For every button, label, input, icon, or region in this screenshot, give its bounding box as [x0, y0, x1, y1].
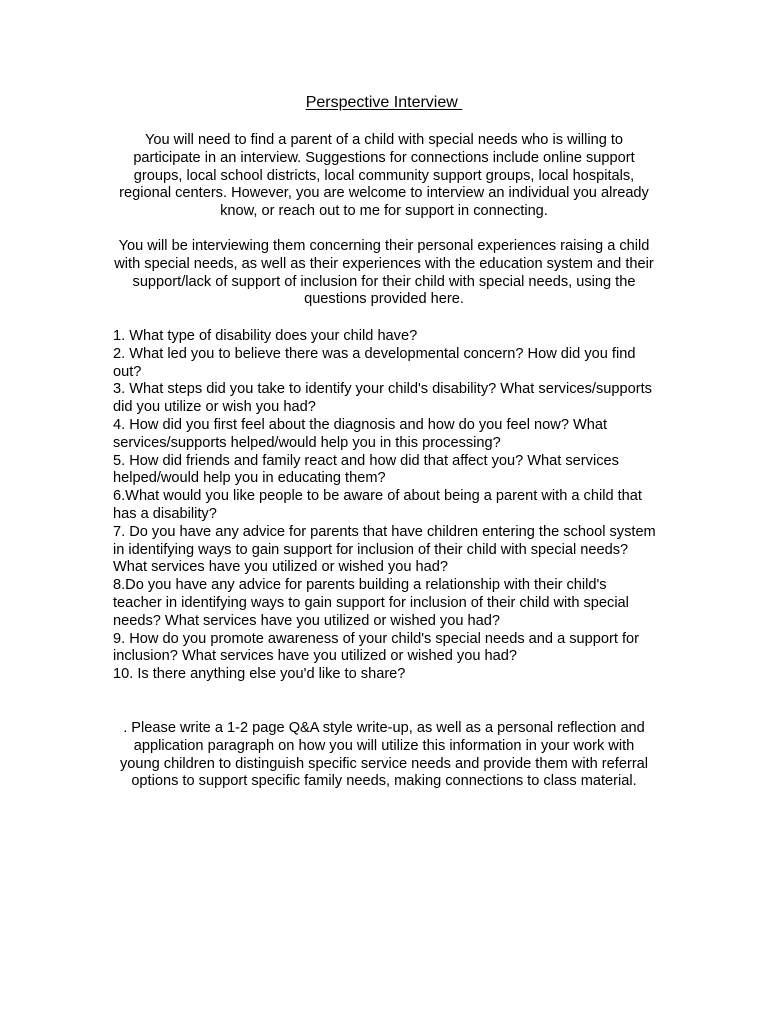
page-title	[0, 93, 768, 113]
intro-paragraph: You will need to find a parent of a child with special needs who is willing to participate in an interview. Suggestions for connections include online support groups, local school districts, local community support groups, local hospitals, regional centers. However, you are welcome to interview an individual you already know, or reach out to me for support in connecting.	[119, 132, 649, 220]
page-title-text: Perspective Interview	[305, 94, 463, 111]
question-item: 8.Do you have any advice for parents building a relationship with their child's teacher in identifying ways to gain support for inclusion of their child with special needs? What services have you utilized or wished you had?	[113, 577, 629, 629]
question-item: 7. Do you have any advice for parents that have children entering the school system in identifying ways to gain support for inclusion of their child with special needs? What services have you utilized or wished you had?	[113, 523, 656, 576]
question-item: 1. What type of disability does your child have?	[113, 328, 418, 344]
question-item: 6.What would you like people to be aware of about being a parent with a child that has a disability?	[113, 488, 642, 522]
question-item: 2. What led you to believe there was a developmental concern? How did you find out?	[113, 345, 636, 380]
question-item: 9. How do you promote awareness of your child's special needs and a support for inclusion? What services have you utilized or wished you had?	[113, 630, 640, 665]
question-item: 4. How did you first feel about the diagnosis and how do you feel now? What services/supports helped/would help you in this processing?	[113, 416, 608, 451]
question-item: 10. Is there anything else you'd like to share?	[113, 666, 406, 683]
assignment-paragraph: . Please write a 1-2 page Q&A style write-up, as well as a personal reflection and application paragraph on how you will utilize this information in your work with young children to distinguish specific service needs and provide them with referral options to support specific family needs, making connections to class material.	[119, 720, 649, 790]
question-item: 3. What steps did you take to identify your child's disability? What services/supports did you utilize or wish you had?	[113, 381, 652, 416]
instructions-paragraph: You will be interviewing them concerning their personal experiences raising a child with special needs, as well as their experiences with the education system and their support/lack of support of inclusion for their child with special needs, using the questions provided here.	[114, 238, 654, 308]
question-item: 5. How did friends and family react and how did that affect you? What services helped/would help you in educating them?	[113, 452, 619, 487]
question-list	[113, 328, 658, 684]
